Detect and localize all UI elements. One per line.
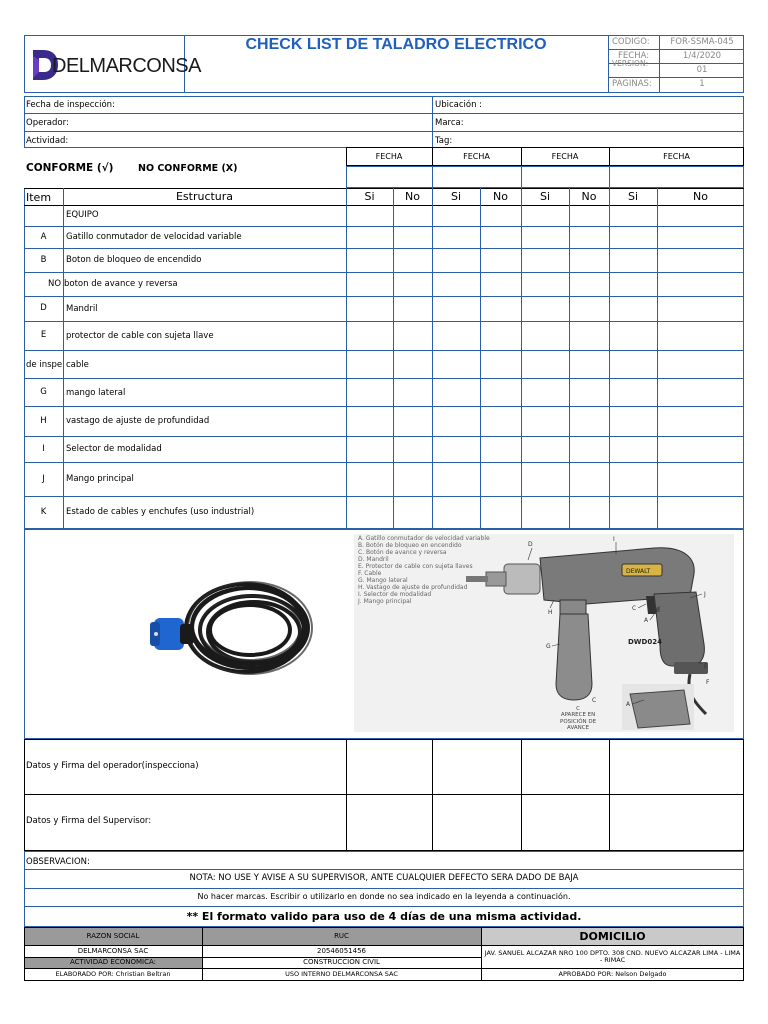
row-label-a: Gatillo conmutador de velocidad variable <box>66 232 242 242</box>
fecha-inspeccion-label: Fecha de inspección: <box>26 100 115 110</box>
diagram-legend-b: B. Botón de bloqueo en encendido <box>358 542 462 549</box>
domicilio-value: JAV. SANUEL ALCAZAR NRO 100 DPTO. 308 CND. NUEVO ALCAZAR LIMA - LIMA - RIMAC <box>484 948 741 964</box>
col-estructura-header: Estructura <box>175 190 234 203</box>
operador-label: Operador: <box>26 118 69 128</box>
row-label-c: boton de avance y reversa <box>64 279 178 289</box>
no-conforme-legend: NO CONFORME (X) <box>138 163 238 174</box>
col-si-3: Si <box>539 190 551 203</box>
row-item-b: B <box>40 254 47 265</box>
row-item-c: NO <box>48 279 62 289</box>
col-item-header: Item <box>26 191 52 204</box>
meta-label-version: VERSION: <box>612 59 649 68</box>
callout-h: H <box>548 609 553 616</box>
supervisor-signature-label: Datos y Firma del Supervisor: <box>26 816 152 826</box>
callout-c-inset: C <box>592 697 597 704</box>
observacion-label: OBSERVACION: <box>26 857 90 867</box>
diagram-legend-f: F. Cable <box>358 570 382 577</box>
diagram-legend-g: G. Mango lateral <box>358 577 408 584</box>
row-item-g: G <box>40 386 47 397</box>
model-label: DWD024 <box>628 638 662 646</box>
razon-social-value: DELMARCONSA SAC <box>77 946 149 955</box>
diagram-legend-e: E. Protector de cable con sujeta llaves <box>358 563 473 570</box>
row-label-i: Selector de modalidad <box>66 444 162 454</box>
callout-a: A <box>644 617 649 624</box>
domicilio-header: DOMICILIO <box>579 929 646 943</box>
row-item-f: de inspe <box>26 360 63 370</box>
callout-b: B <box>656 607 661 614</box>
row-label-k: Estado de cables y enchufes (uso industrial) <box>66 507 255 517</box>
formato-text: ** El formato valido para uso de 4 días de una misma actividad. <box>186 909 582 923</box>
row-label-b: Boton de bloqueo de encendido <box>66 255 202 265</box>
fecha-header-4: FECHA <box>663 151 690 161</box>
row-item-i: I <box>42 443 45 454</box>
fecha-header-2: FECHA <box>463 151 490 161</box>
razon-social-header: RAZON SOCIAL <box>86 931 140 940</box>
ubicacion-label: Ubicación : <box>435 100 483 110</box>
drill-drawing-icon <box>354 534 734 732</box>
col-no-2: No <box>493 190 508 203</box>
row-item-a: A <box>40 231 47 242</box>
diagram-legend-h: H. Vastago de ajuste de profundidad <box>358 584 468 591</box>
elaborado-por: ELABORADO POR: Christian Beltran <box>55 970 171 979</box>
uso-interno: USO INTERNO DELMARCONSA SAC <box>285 970 398 979</box>
inset-caption: C APARECE EN POSICIÓN DE AVANCE <box>560 706 597 731</box>
callout-f: F <box>706 679 710 686</box>
col-no-4: No <box>693 190 708 203</box>
ruc-value: 20546051456 <box>317 946 366 955</box>
aprobado-por: APROBADO POR: Nelson Delgado <box>558 970 667 979</box>
actividad-economica-label: ACTIVIDAD ECONOMICA: <box>70 958 156 966</box>
logo-text: DELMARCONSA <box>52 55 201 77</box>
meta-value-fecha: 1/4/2020 <box>682 51 722 62</box>
row-item-j: J <box>42 473 45 484</box>
meta-value-paginas: 1 <box>699 79 705 90</box>
actividad-label: Actividad: <box>26 136 69 146</box>
diagram-legend-c: C. Botón de avance y reversa <box>358 549 447 556</box>
operador-signature-label: Datos y Firma del operador(inspecciona) <box>26 761 199 771</box>
tag-label: Tag: <box>435 136 453 146</box>
meta-label-fecha: FECHA: <box>618 51 650 61</box>
diagram-legend-j: J. Mango principal <box>358 598 412 605</box>
diagram-legend-d: D. Mandril <box>358 556 389 563</box>
callout-i: I <box>613 536 615 543</box>
meta-label-codigo: CODIGO: <box>612 37 650 47</box>
row-item-e: E <box>40 330 47 341</box>
meta-value-version: 01 <box>696 65 708 76</box>
diagram-legend-i: I. Selector de modalidad <box>358 591 432 598</box>
row-label-equipo: EQUIPO <box>66 210 99 220</box>
col-no-3: No <box>581 190 597 203</box>
callout-g: G <box>546 643 551 650</box>
row-label-d: Mandril <box>66 304 98 314</box>
row-label-j: Mango principal <box>66 474 134 484</box>
actividad-economica-value: CONSTRUCCION CIVIL <box>303 958 380 966</box>
callout-j: J <box>704 591 706 598</box>
conforme-legend: CONFORME (√) <box>26 162 114 174</box>
brand-label: DEWALT <box>626 568 651 575</box>
no-marcas-text: No hacer marcas. Escribir o utilizarlo en donde no sea indicado en la leyenda a continuación. <box>197 892 571 901</box>
callout-a-inset: A <box>626 701 631 708</box>
row-item-d: D <box>40 303 47 314</box>
row-label-h: vastago de ajuste de profundidad <box>66 416 210 426</box>
meta-label-paginas: PAGINAS: <box>612 79 652 89</box>
col-si-2: Si <box>450 190 462 203</box>
company-logo <box>30 48 201 82</box>
extension-cable-photo <box>150 570 320 690</box>
callout-c: C <box>632 605 637 612</box>
col-si-1: Si <box>364 190 375 203</box>
page-title: CHECK LIST DE TALADRO ELECTRICO <box>245 36 547 53</box>
meta-value-codigo: FOR-SSMA-045 <box>670 37 734 48</box>
row-label-g: mango lateral <box>66 388 126 398</box>
fecha-header-1: FECHA <box>375 151 403 161</box>
fecha-header-3: FECHA <box>551 151 579 161</box>
col-si-4: Si <box>627 190 639 203</box>
callout-e: E <box>704 663 708 670</box>
row-label-f: cable <box>66 360 89 370</box>
drill-diagram <box>354 534 734 732</box>
nota-text: NOTA: NO USE Y AVISE A SU SUPERVISOR, ANTE CUALQUIER DEFECTO SERA DADO DE BAJA <box>189 873 579 884</box>
row-item-k: K <box>40 507 47 518</box>
ruc-header: RUC <box>334 931 349 940</box>
row-item-h: H <box>40 415 47 426</box>
diagram-legend-a: A. Gatillo conmutador de velocidad variable <box>358 535 490 542</box>
callout-d: D <box>528 541 533 548</box>
col-no-1: No <box>405 190 420 203</box>
row-label-e: protector de cable con sujeta llave <box>66 331 214 341</box>
marca-label: Marca: <box>435 118 464 128</box>
